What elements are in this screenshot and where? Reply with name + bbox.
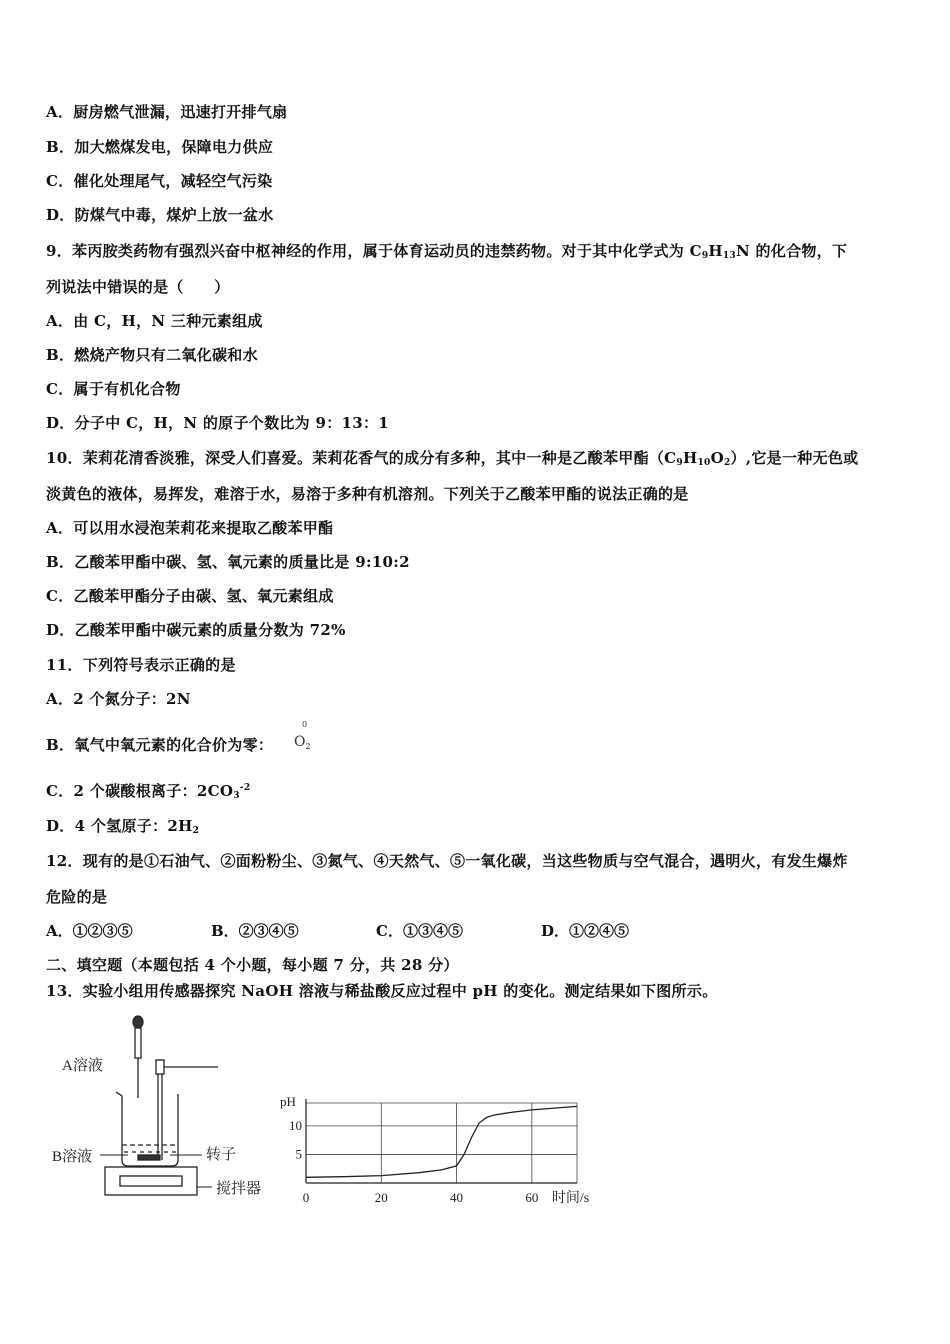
q9-option-d: D．分子中 C，H，N 的原子个数比为 9：13：1: [46, 414, 390, 432]
q11-stem: 11．下列符号表示正确的是: [46, 656, 236, 674]
q12-stem-line2: 危险的是: [46, 888, 108, 906]
y-tick-label-5: 5: [295, 1146, 302, 1162]
q9-stem-line2: 列说法中错误的是（ ）: [46, 278, 230, 296]
q8-option-a: A．厨房燃气泄漏，迅速打开排气扇: [46, 103, 288, 121]
q10-stem: 10．茉莉花清香淡雅，深受人们喜爱。茉莉花香气的成分有多种，其中一种是乙酸苯甲酯$(C_9H_{10}O_2)$,它是一种无色或: [46, 449, 859, 468]
q8-option-c: C．催化处理尾气，减轻空气污染: [46, 172, 273, 190]
q12-option-c: C．①③④⑤: [376, 922, 463, 940]
q8-option-d: D．防煤气中毒，煤炉上放一盆水: [46, 206, 274, 224]
q10-option-c: C．乙酸苯甲酯分子由碳、氢、氧元素组成: [46, 587, 334, 605]
q10-option-a: A．可以用水浸泡茉莉花来提取乙酸苯甲酯: [46, 519, 334, 537]
label-b-solution: B溶液: [52, 1149, 93, 1165]
x-tick-label-60: 60: [525, 1190, 539, 1205]
x-tick-label-20: 20: [374, 1190, 388, 1205]
q12-stem: 12．现有的是①石油气、②面粉粉尘、③氮气、④天然气、⑤一氧化碳，当这些物质与空气混合，遇明火，有发生爆炸: [46, 852, 848, 870]
q9-option-a: A．由 C，H，N 三种元素组成: [46, 312, 263, 330]
apparatus-diagram: [50, 1010, 280, 1210]
q9-option-b: B．燃烧产物只有二氧化碳和水: [46, 346, 258, 364]
q10-option-b: B．乙酸苯甲酯中碳、氢、氧元素的质量比是 9:10:2: [46, 553, 410, 571]
y-tick-label-10: 10: [289, 1117, 302, 1133]
q12-option-b: B．②③④⑤: [211, 922, 299, 940]
q9-option-c: C．属于有机化合物: [46, 380, 181, 398]
dropper-icon: [133, 1016, 143, 1098]
ph-chart: [270, 1085, 620, 1215]
valence-zero: 0: [302, 720, 308, 729]
q11-option-b: B．氧气中氧元素的化合价为零：: [46, 736, 274, 754]
ph-series-line: [306, 1106, 577, 1177]
label-rotor: 转子: [206, 1147, 237, 1163]
x-tick-label-0: 0: [302, 1190, 310, 1205]
label-stirrer: 搅拌器: [216, 1181, 262, 1197]
q13-stem: 13．实验小组用传感器探究 NaOH 溶液与稀盐酸反应过程中 pH 的变化。测定结果如下图所示。: [46, 982, 718, 1000]
stirrer-icon: [105, 1167, 197, 1195]
q8-option-b: B．加大燃煤发电，保障电力供应: [46, 138, 274, 156]
q9-stem: 9．苯丙胺类药物有强烈兴奋中枢神经的作用，属于体育运动员的违禁药物。对于其中化学式为 $C_9H_{13}N$ 的化合物，下: [46, 242, 848, 261]
o2-subscript: 2: [305, 742, 311, 751]
x-tick-label-40: 40: [450, 1190, 464, 1205]
o2-symbol: O: [294, 734, 306, 750]
section-heading: 二、填空题（本题包括 4 个小题，每小题 7 分，共 28 分）: [46, 956, 459, 974]
q10-stem-line2: 淡黄色的液体，易挥发，难溶于水，易溶于多种有机溶剂。下列关于乙酸苯甲酯的说法正确的是: [46, 485, 689, 503]
q11-option-d: D．4 个氢原子：$2H_2$: [46, 817, 200, 836]
q12-option-d: D．①②④⑤: [541, 922, 630, 940]
label-a-solution: A溶液: [62, 1058, 103, 1074]
q11-option-c: C．2 个碳酸根离子：$2CO_3^{-2}$: [46, 782, 251, 801]
q11-option-a: A．2 个氮分子：2N: [46, 690, 191, 708]
q10-option-d: D．乙酸苯甲酯中碳元素的质量分数为 72%: [46, 621, 346, 639]
x-axis-label: 时间/s: [551, 1191, 590, 1206]
y-axis-label: pH: [280, 1094, 296, 1109]
q12-option-a: A．①②③⑤: [46, 922, 133, 940]
